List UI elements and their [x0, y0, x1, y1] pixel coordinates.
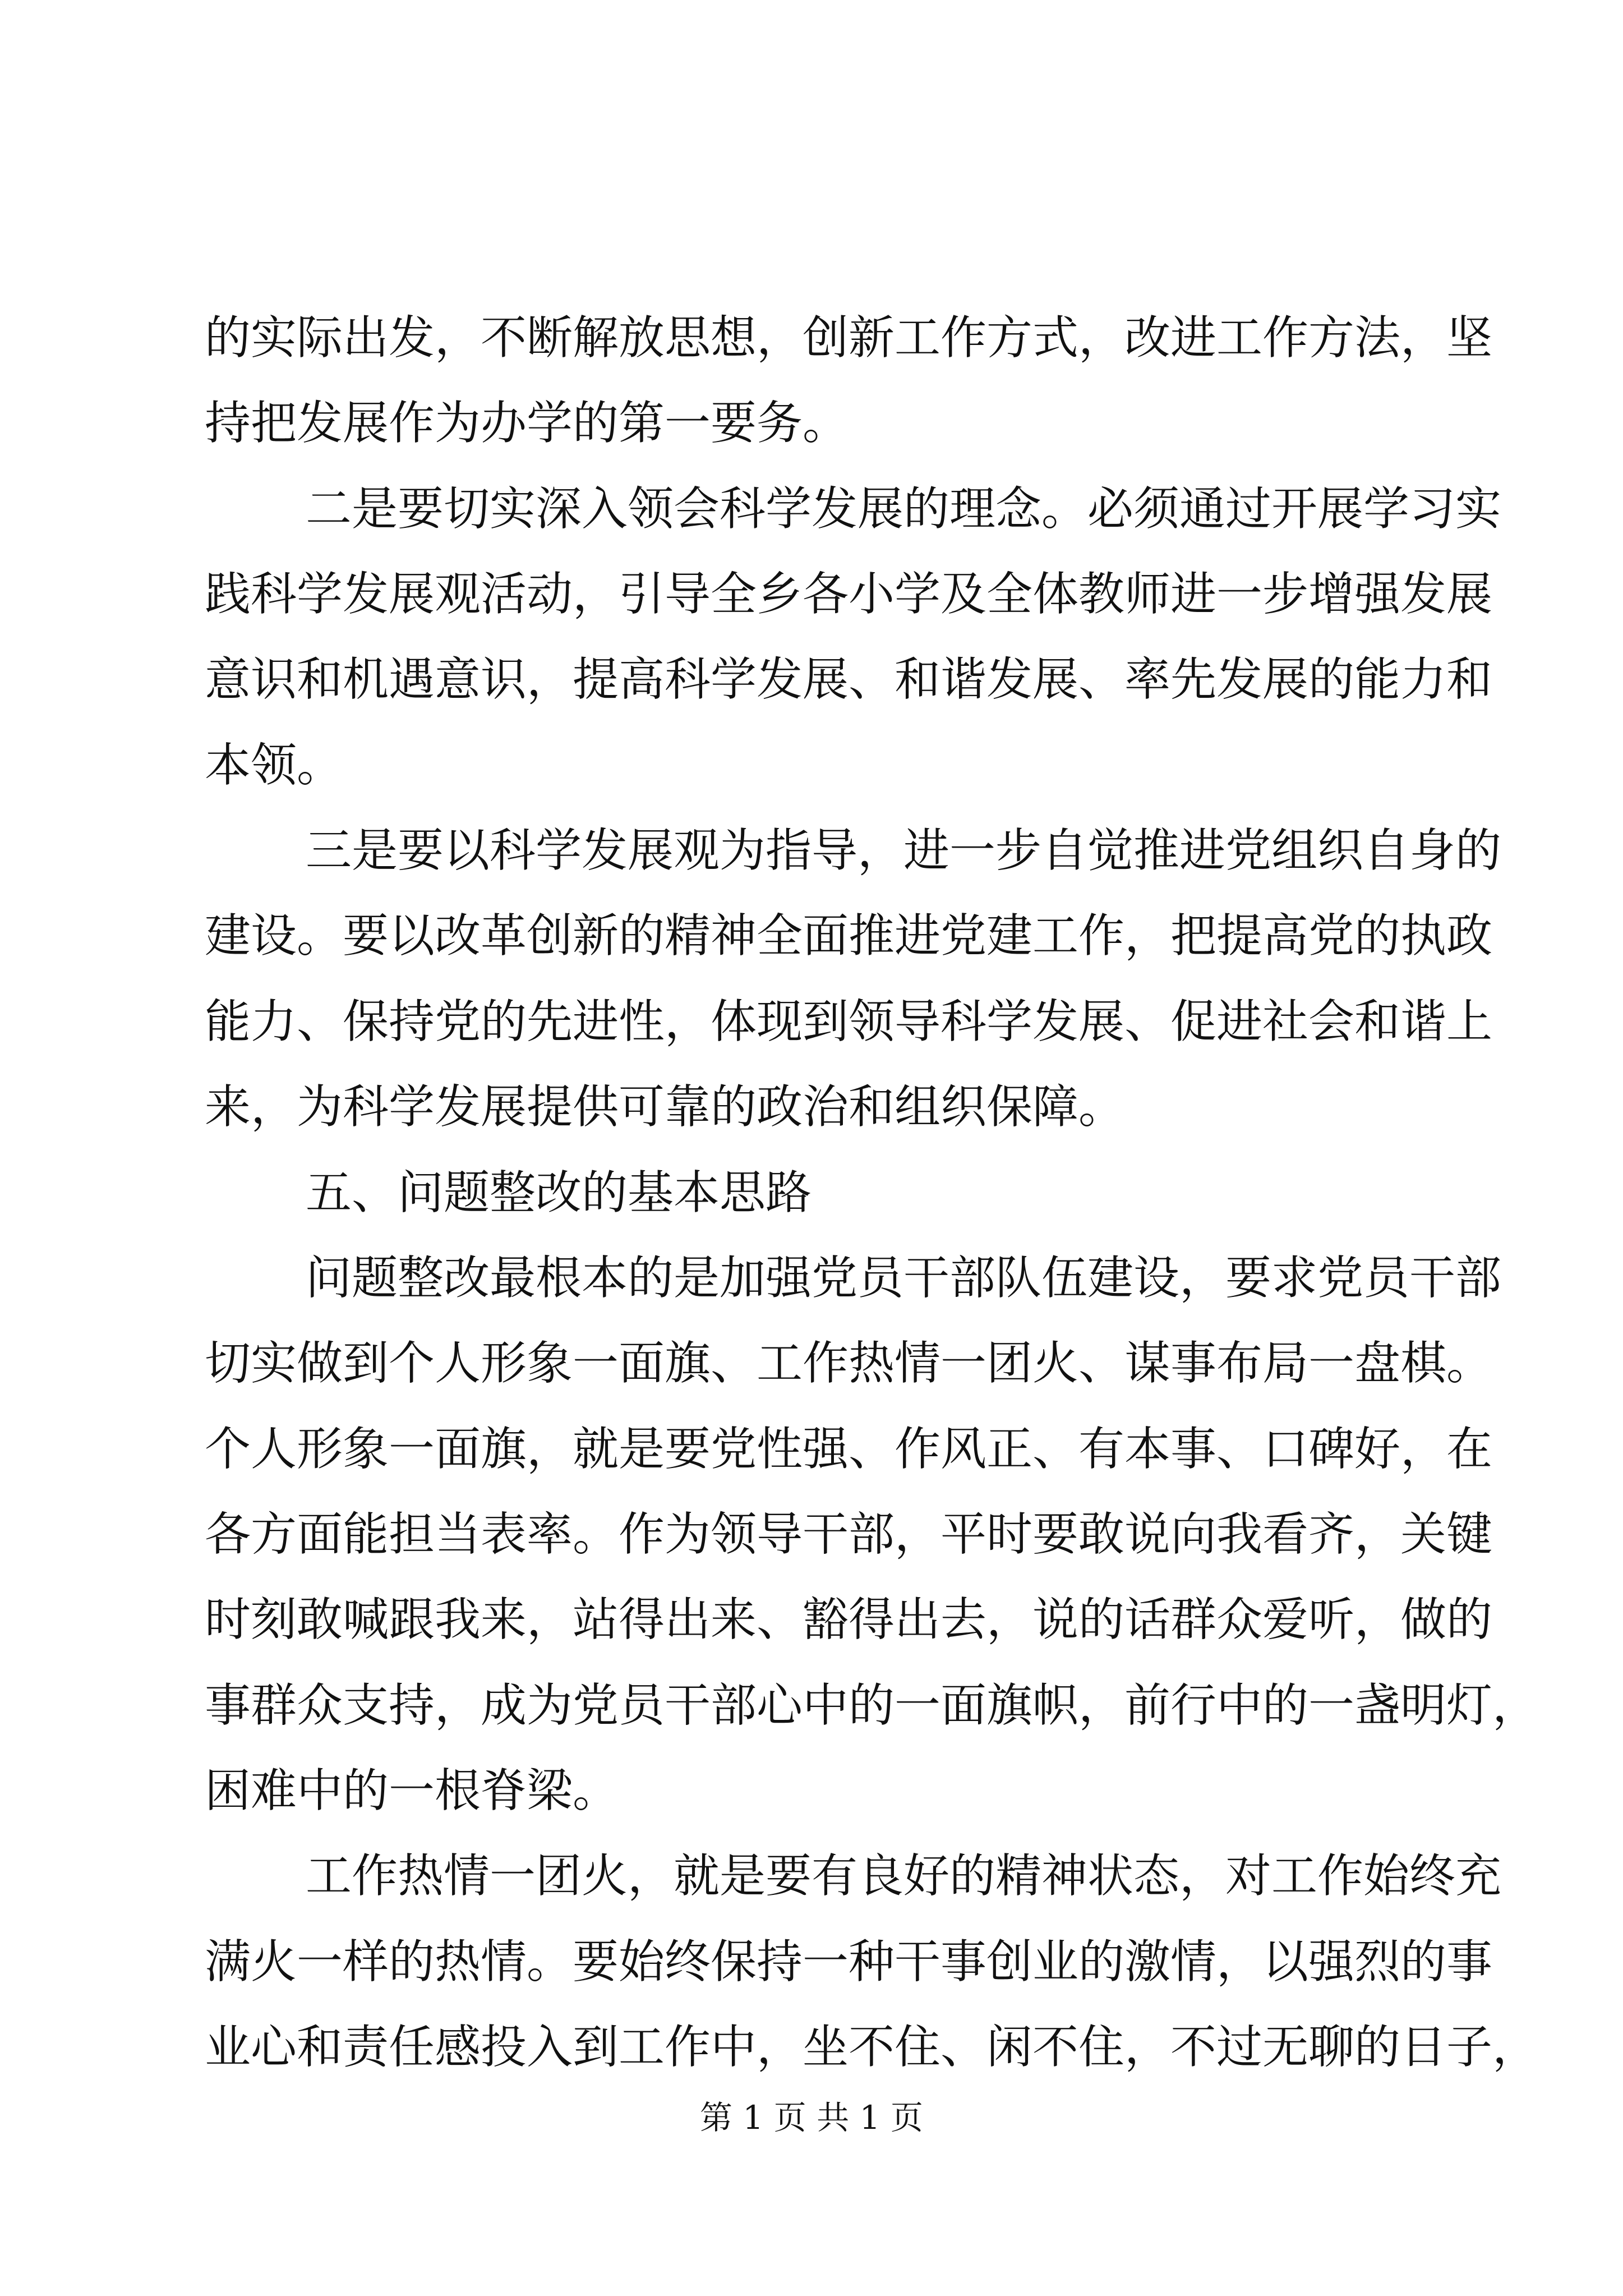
text-line: [0, 908, 1623, 964]
line-text: 能力、保持党的先进性，体现到领导科学发展、促进社会和谐上: [205, 995, 1493, 1048]
text-line: [0, 567, 1623, 623]
page-number-label: 第 1 页 共 1 页: [700, 2099, 923, 2137]
text-line: [0, 1421, 1623, 1478]
text-line: [0, 652, 1623, 708]
line-text: 本领。: [205, 739, 343, 792]
text-line: [0, 823, 1623, 879]
line-text: 个人形象一面旗，就是要党性强、作风正、有本事、口碑好，在: [205, 1423, 1493, 1476]
line-text: 问题整改最根本的是加强党员干部队伍建设，要求党员干部: [306, 1251, 1502, 1305]
section-heading: [0, 1165, 1623, 1221]
text-line: [0, 1079, 1623, 1135]
line-text: 时刻敢喊跟我来，站得出来、豁得出去，说的话群众爱听，做的: [205, 1593, 1493, 1646]
text-line: [0, 1507, 1623, 1563]
line-text: 困难中的一根脊梁。: [205, 1764, 619, 1818]
line-text: 建设。要以改革创新的精神全面推进党建工作，把提高党的执政: [205, 909, 1493, 963]
text-line: [0, 2019, 1623, 2076]
text-line: [0, 481, 1623, 537]
text-line: [0, 395, 1623, 452]
text-line: [0, 994, 1623, 1050]
text-line: [0, 738, 1623, 794]
line-text: 满火一样的热情。要始终保持一种干事创业的激情，以强烈的事: [205, 1935, 1493, 1989]
line-text: 事群众支持，成为党员干部心中的一面旗帜，前行中的一盏明灯，: [205, 1679, 1539, 1732]
line-text: 切实做到个人形象一面旗、工作热情一团火、谋事布局一盘棋。: [205, 1337, 1493, 1390]
line-text: 践科学发展观活动，引导全乡各小学及全体教师进一步增强发展: [205, 568, 1493, 621]
line-text: 的实际出发，不断解放思想，创新工作方式，改进工作方法，坚: [205, 311, 1493, 365]
text-line: [0, 1678, 1623, 1734]
page-footer: [0, 2095, 1623, 2140]
text-line: [0, 1763, 1623, 1819]
line-text: 意识和机遇意识，提高科学发展、和谐发展、率先发展的能力和: [205, 653, 1493, 706]
line-text: 业心和责任感投入到工作中，坐不住、闲不住，不过无聊的日子，: [205, 2021, 1539, 2074]
line-text: 二是要切实深入领会科学发展的理念。必须通过开展学习实: [306, 482, 1502, 536]
text-line: [0, 1848, 1623, 1904]
text-line: [0, 1934, 1623, 1990]
line-text: 三是要以科学发展观为指导，进一步自觉推进党组织自身的: [306, 824, 1502, 877]
line-text: 来，为科学发展提供可靠的政治和组织保障。: [205, 1080, 1125, 1134]
text-line: [0, 1592, 1623, 1648]
text-line: [0, 1250, 1623, 1306]
section-heading-text: 五、问题整改的基本思路: [306, 1166, 812, 1220]
text-line: [0, 1336, 1623, 1392]
line-text: 工作热情一团火，就是要有良好的精神状态，对工作始终充: [306, 1849, 1502, 1903]
line-text: 持把发展作为办学的第一要务。: [205, 397, 849, 450]
text-line: [0, 310, 1623, 366]
line-text: 各方面能担当表率。作为领导干部，平时要敢说向我看齐，关键: [205, 1508, 1493, 1561]
